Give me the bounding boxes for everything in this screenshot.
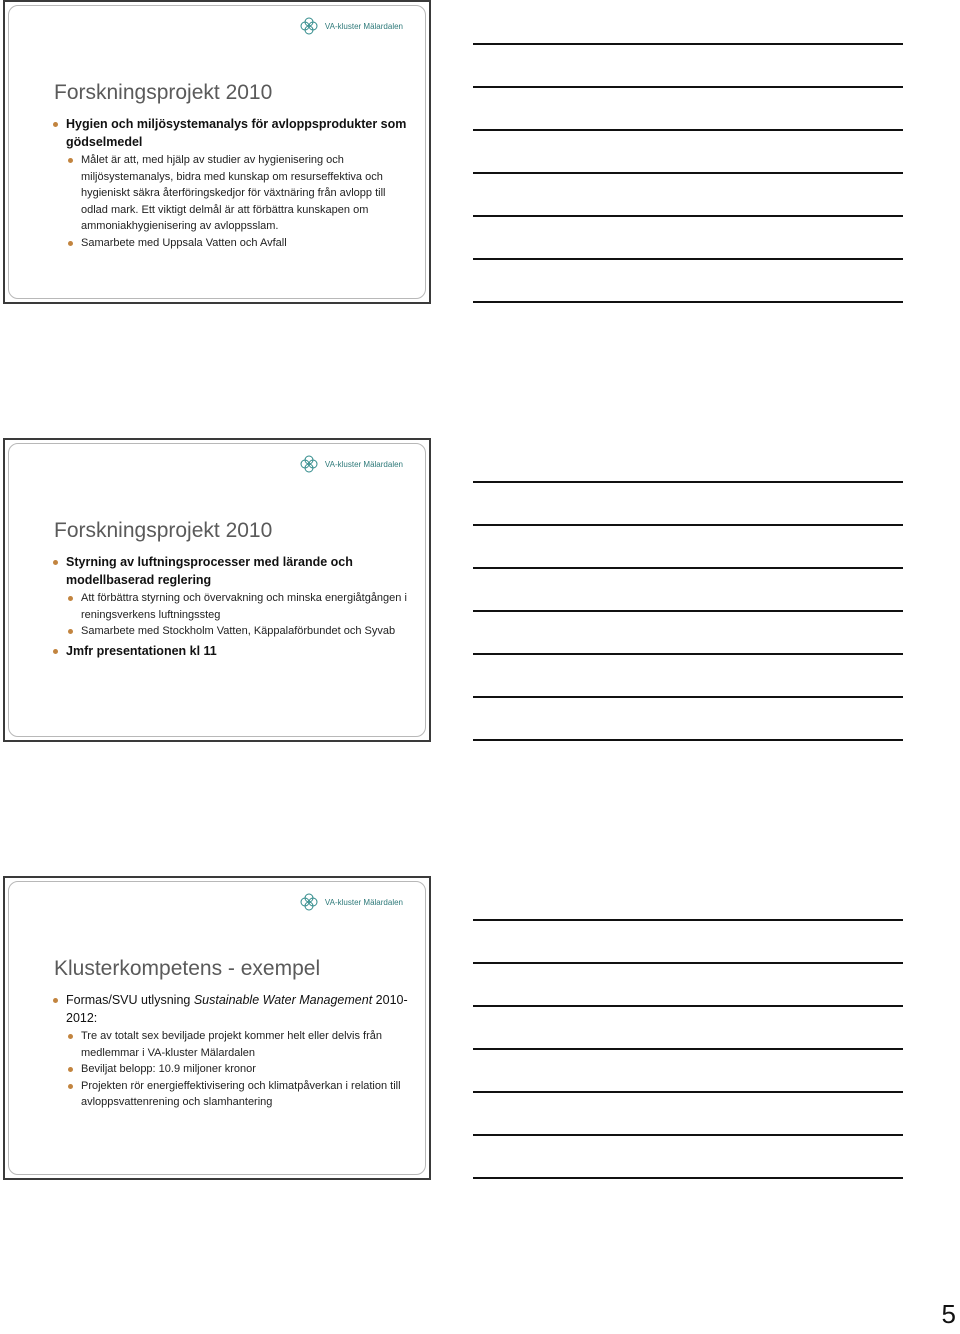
slide-2-content bbox=[8, 443, 426, 737]
slide-title: Forskningsprojekt 2010 bbox=[54, 519, 273, 542]
bullet-dot-icon bbox=[53, 998, 58, 1003]
flower-logo-icon bbox=[299, 16, 319, 36]
sub-bullet bbox=[51, 1078, 409, 1111]
note-line bbox=[473, 1005, 903, 1007]
sub-bullet-dot-icon bbox=[68, 596, 73, 601]
sub-bullet-dot-icon bbox=[68, 158, 73, 163]
sub-bullet bbox=[51, 152, 409, 235]
sub-bullet-dot-icon bbox=[68, 1067, 73, 1072]
slide-2-bullets bbox=[51, 554, 409, 660]
bullet bbox=[51, 643, 409, 661]
note-line bbox=[473, 172, 903, 174]
note-line bbox=[473, 1134, 903, 1136]
note-line bbox=[473, 962, 903, 964]
logo-text: VA-kluster Mälardalen bbox=[324, 21, 403, 31]
sub-bullet-text: Att förbättra styrning och övervakning och minska energiåtgången i reningsverkens luftningssteg bbox=[81, 592, 407, 621]
bullet-text: Jmfr presentationen kl 11 bbox=[66, 643, 217, 658]
sub-bullet-dot-icon bbox=[68, 629, 73, 634]
note-line bbox=[473, 1177, 903, 1179]
note-line bbox=[473, 739, 903, 741]
note-line bbox=[473, 258, 903, 260]
sub-bullet-text: Tre av totalt sex beviljade projekt kommer helt eller delvis från medlemmar i VA-kluster Mälardalen bbox=[81, 1030, 382, 1059]
slide-1-logo bbox=[299, 16, 403, 36]
bullet-text: Styrning av luftningsprocesser med lärande och modellbaserad reglering bbox=[66, 555, 353, 587]
sub-bullet-text: Samarbete med Uppsala Vatten och Avfall bbox=[81, 236, 287, 249]
bullet-text-italic: Sustainable Water Management bbox=[193, 993, 373, 1007]
note-line bbox=[473, 86, 903, 88]
bullet bbox=[51, 116, 409, 251]
slide-3-bullets bbox=[51, 992, 409, 1111]
slide-1-bullets bbox=[51, 116, 409, 251]
bullet-dot-icon bbox=[53, 649, 58, 654]
note-line bbox=[473, 524, 903, 526]
sub-bullet-text: Projekten rör energieffektivisering och klimatpåverkan i relation till avloppsvattenrening och slamhantering bbox=[81, 1079, 401, 1108]
note-line bbox=[473, 567, 903, 569]
bullet bbox=[51, 992, 409, 1111]
slide-3-logo bbox=[299, 892, 403, 912]
note-line bbox=[473, 1091, 903, 1093]
sub-bullet-text: Beviljat belopp: 10.9 miljoner kronor bbox=[81, 1063, 256, 1075]
sub-bullet bbox=[51, 623, 409, 640]
sub-bullet bbox=[51, 1028, 409, 1061]
slide-1 bbox=[3, 0, 431, 304]
sub-bullets bbox=[51, 590, 409, 640]
note-line bbox=[473, 696, 903, 698]
bullet-dot-icon bbox=[53, 560, 58, 565]
note-line bbox=[473, 481, 903, 483]
bullet-text-before: Formas/SVU utlysning bbox=[66, 993, 194, 1007]
sub-bullets bbox=[51, 152, 409, 251]
logo-text: VA-kluster Mälardalen bbox=[324, 897, 403, 907]
slide-title: Klusterkompetens - exempel bbox=[54, 957, 321, 980]
bullet-text: Hygien och miljösystemanalys för avloppsprodukter som gödselmedel bbox=[66, 117, 407, 149]
note-line bbox=[473, 653, 903, 655]
slide-3 bbox=[3, 876, 431, 1180]
flower-logo-icon bbox=[299, 892, 319, 912]
bullet-dot-icon bbox=[53, 122, 58, 127]
bullet bbox=[51, 554, 409, 640]
sub-bullet bbox=[51, 235, 409, 252]
sub-bullets bbox=[51, 1028, 409, 1111]
sub-bullet bbox=[51, 1061, 409, 1078]
slide-2-logo bbox=[299, 454, 403, 474]
sub-bullet-text: Målet är att, med hjälp av studier av hygienisering och miljösystemanalys, bidra med kunskap om resurseffektiva och hygieniskt säkra återföringskedjor för växtnäring från avlopp till odlad mark. Ett viktigt delmål är att förbättra kunskapen om ammoniakhygienisering av avloppsslam. bbox=[81, 154, 386, 232]
note-line bbox=[473, 43, 903, 45]
sub-bullet-dot-icon bbox=[68, 241, 73, 246]
note-line bbox=[473, 301, 903, 303]
note-line bbox=[473, 919, 903, 921]
sub-bullet bbox=[51, 590, 409, 623]
note-line bbox=[473, 215, 903, 217]
sub-bullet-dot-icon bbox=[68, 1084, 73, 1089]
slide-1-content bbox=[8, 5, 426, 299]
slide-2 bbox=[3, 438, 431, 742]
note-line bbox=[473, 1048, 903, 1050]
page-number: 5 bbox=[941, 1299, 956, 1329]
sub-bullet-text: Samarbete med Stockholm Vatten, Käppalaförbundet och Syvab bbox=[81, 625, 396, 637]
bullet-text-after: 2010-2012: bbox=[66, 993, 408, 1025]
note-line bbox=[473, 129, 903, 131]
note-line bbox=[473, 610, 903, 612]
slide-3-content bbox=[8, 881, 426, 1175]
slide-title: Forskningsprojekt 2010 bbox=[54, 81, 273, 104]
sub-bullet-dot-icon bbox=[68, 1034, 73, 1039]
flower-logo-icon bbox=[299, 454, 319, 474]
logo-text: VA-kluster Mälardalen bbox=[324, 459, 403, 469]
